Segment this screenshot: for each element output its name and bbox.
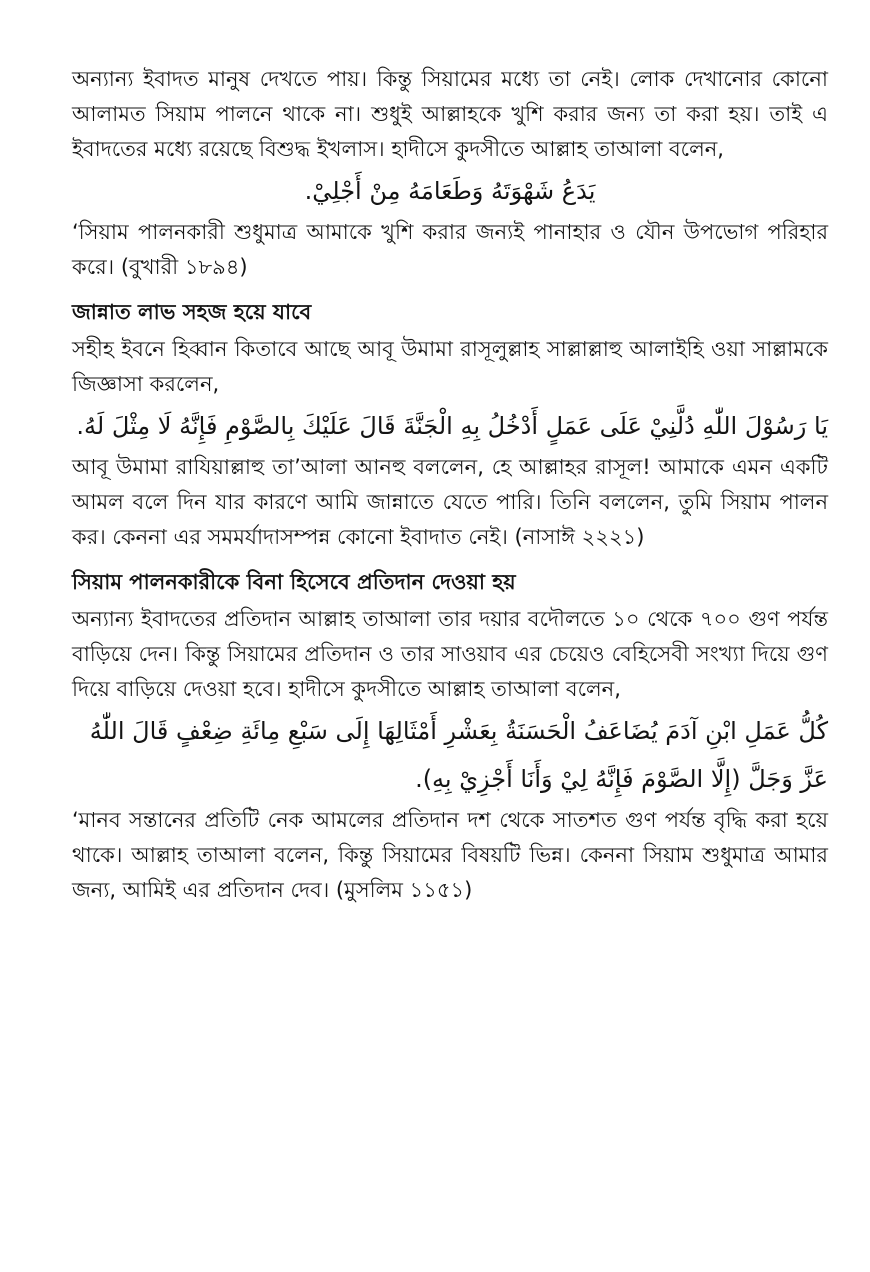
document-page: [72, 62, 828, 1262]
paragraph-translation-3: ‘মানব সন্তানের প্রতিটি নেক আমলের প্রতিদান দশ থেকে সাতশত গুণ পর্যন্ত বৃদ্ধি করা হয়ে থাকে। আল্লাহ তাআলা বলেন, কিন্তু সিয়ামের বিষয়টি ভিন্ন। কেননা সিয়াম শুধুমাত্র আমার জন্য, আমিই এর প্রতিদান দেব। (মুসলিম ১১৫১): [72, 808, 828, 902]
section-heading-jannah: জান্নাত লাভ সহজ হয়ে যাবে: [72, 300, 312, 324]
paragraph-reward: অন্যান্য ইবাদতের প্রতিদান আল্লাহ তাআলা তার দয়ার বদৌলতে ১০ থেকে ৭০০ গুণ পর্যন্ত বাড়িয়ে দেন। কিন্তু সিয়ামের প্রতিদান ও তার সাওয়াব এর চেয়েও বেহিসেবী সংখ্যা দিয়ে গুণ দিয়ে বাড়িয়ে দেওয়া হবে। হাদীসে কুদসীতে আল্লাহ তাআলা বলেন,: [72, 607, 828, 701]
arabic-hadith-quote-3: كُلُّ عَمَلِ ابْنِ آدَمَ يُضَاعَفُ الْحَسَنَةُ بِعَشْرِ أَمْثَالِهَا إِلَى سَبْعِ مِائَةِ ضِعْفٍ قَالَ اللّٰهُ عَزَّ وَجَلَّ (إِلَّا الصَّوْمَ فَإِنَّهُ لِيْ وَأَنَا أَجْزِيْ بِهِ).: [89, 717, 828, 793]
paragraph-translation-1: ‘সিয়াম পালনকারী শুধুমাত্র আমাকে খুশি করার জন্যই পানাহার ও যৌন উপভোগ পরিহার করে। (বুখারী ১৮৯৪): [72, 220, 828, 279]
paragraph-translation-2: আবূ উমামা রাযিয়াল্লাহু তা’আলা আনহু বললেন, হে আল্লাহর রাসূল! আমাকে এমন একটি আমল বলে দিন যার কারণে আমি জান্নাতে যেতে পারি। তিনি বললেন, তুমি সিয়াম পালন কর। কেননা এর সমমর্যাদাসম্পন্ন কোনো ইবাদাত নেই। (নাসাঈ ২২২১): [72, 455, 828, 549]
arabic-hadith-quote-1: يَدَعُ شَهْوَتَهُ وَطَعَامَهُ مِنْ أَجْلِيْ.: [304, 177, 596, 205]
paragraph-ibn-hibban: সহীহ ইবনে হিব্বান কিতাবে আছে আবূ উমামা রাসূলুল্লাহ সাল্লাল্লাহু আলাইহি ওয়া সাল্লামকে জিজ্ঞাসা করলেন,: [72, 337, 828, 396]
section-heading-reward: সিয়াম পালনকারীকে বিনা হিসেবে প্রতিদান দেওয়া হয়: [72, 570, 516, 594]
arabic-hadith-quote-2: يَا رَسُوْلَ اللّٰهِ دُلَّنِيْ عَلَى عَمَلٍ أَدْخُلُ بِهِ الْجَنَّةَ قَالَ عَلَيْكَ بِالصَّوْمِ فَإِنَّهُ لَا مِثْلَ لَهُ.: [76, 412, 828, 440]
paragraph-ikhlas: অন্যান্য ইবাদত মানুষ দেখতে পায়। কিন্তু সিয়ামের মধ্যে তা নেই। লোক দেখানোর কোনো আলামত সিয়াম পালনে থাকে না। শুধুই আল্লাহকে খুশি করার জন্য তা করা হয়। তাই এ ইবাদতের মধ্যে রয়েছে বিশুদ্ধ ইখলাস। হাদীসে কুদসীতে আল্লাহ তাআলা বলেন,: [72, 67, 828, 161]
